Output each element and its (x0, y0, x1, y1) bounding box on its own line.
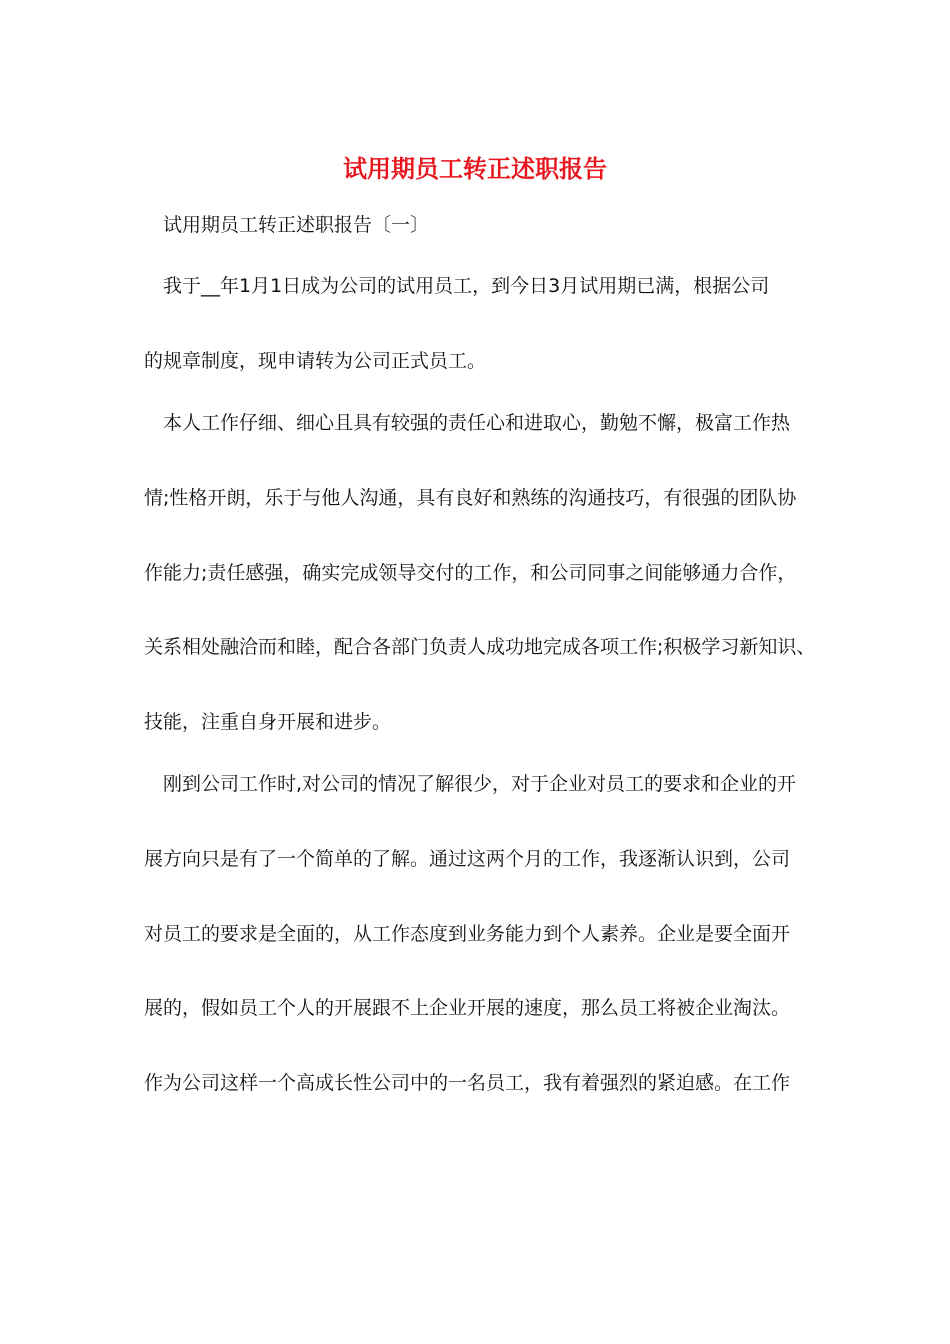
document-subtitle: 试用期员工转正述职报告〔一〕 (163, 214, 430, 236)
paragraph-line: 我于__年1月1日成为公司的试用员工，到今日3月试用期已满，根据公司 (163, 275, 770, 297)
paragraph-line: 展的，假如员工个人的开展跟不上企业开展的速度，那么员工将被企业淘汰。 (144, 997, 791, 1019)
paragraph-line: 本人工作仔细、细心且具有较强的责任心和进取心，勤勉不懈，极富工作热 (163, 412, 791, 434)
paragraph-line: 展方向只是有了一个简单的了解。通过这两个月的工作，我逐渐认识到，公司 (144, 848, 791, 870)
paragraph-line: 关系相处融洽而和睦，配合各部门负责人成功地完成各项工作;积极学习新知识、 (144, 636, 816, 658)
paragraph-line: 对员工的要求是全面的，从工作态度到业务能力到个人素养。企业是要全面开 (144, 923, 791, 945)
paragraph-line: 技能，注重自身开展和进步。 (144, 711, 392, 733)
paragraph-line: 作为公司这样一个高成长性公司中的一名员工，我有着强烈的紧迫感。在工作 (144, 1072, 791, 1094)
paragraph-line: 作能力;责任感强，确实完成领导交付的工作，和公司同事之间能够通力合作， (144, 562, 797, 584)
document-title: 试用期员工转正述职报告 (343, 154, 607, 183)
paragraph-line: 的规章制度，现申请转为公司正式员工。 (144, 350, 487, 372)
paragraph-line: 情;性格开朗，乐于与他人沟通，具有良好和熟练的沟通技巧，有很强的团队协 (144, 487, 797, 509)
paragraph-line: 刚到公司工作时,对公司的情况了解很少，对于企业对员工的要求和企业的开 (163, 773, 797, 795)
